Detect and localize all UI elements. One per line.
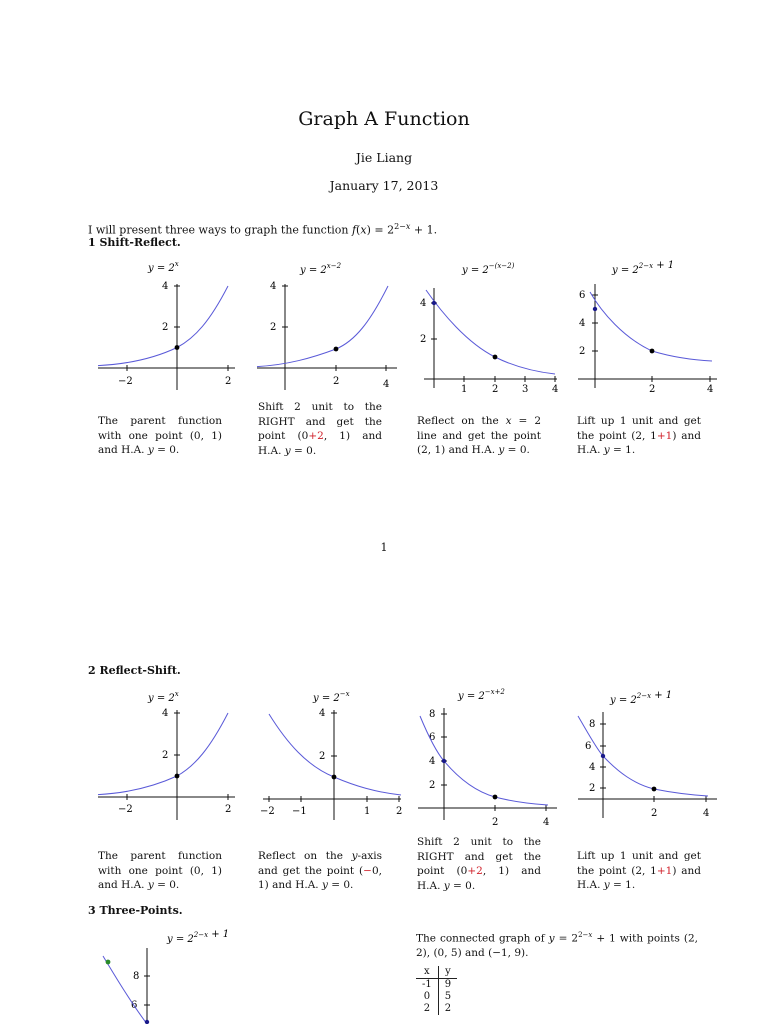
graph-label: $y = 2^x$	[148, 260, 179, 274]
tick-label: 2	[225, 376, 232, 387]
tick-label: −2	[260, 806, 275, 817]
tick-label: −2	[118, 804, 133, 815]
table-cell: 0	[416, 991, 438, 1003]
graph-s2-4	[572, 688, 722, 822]
tick-label: 2	[333, 376, 340, 387]
tick-label: 2	[396, 806, 403, 817]
key-point	[175, 774, 180, 779]
tick-label: 8	[589, 719, 596, 730]
values-table	[416, 966, 457, 1015]
document-author: Jie Liang	[355, 150, 413, 165]
tick-label: 4	[703, 808, 710, 819]
intro-text: I will present three ways to graph the function $f(x) = 2^{2-x} + 1$.	[88, 222, 438, 237]
graph-label: $y = 2^{-(x-2)}$	[462, 262, 515, 276]
tick-label: 2	[649, 384, 656, 395]
tick-label: 6	[429, 732, 436, 743]
graph-s3	[95, 926, 245, 1024]
function-curve	[269, 714, 401, 795]
function-curve	[257, 286, 388, 367]
table-cell: 5	[444, 991, 452, 1002]
document-title: Graph A Function	[298, 108, 470, 130]
tick-label: 2	[429, 780, 436, 791]
intercept-point	[442, 759, 446, 763]
tick-label: 2	[420, 334, 427, 345]
section3-description: The connected graph of $y = 2^{2-x} + 1$ with points (2, 2), (0, 5) and (−1, 9).	[416, 931, 699, 959]
document-date: January 17, 2013	[329, 178, 439, 193]
tick-label: 2	[162, 322, 169, 333]
tick-label: 4	[420, 298, 427, 309]
graph-s1-1	[90, 258, 240, 392]
intercept-point	[601, 754, 605, 758]
tick-label: 2	[589, 783, 596, 794]
tick-label: 4	[552, 384, 559, 395]
caption-s1-2: Shift 2 unit to the RIGHT and get the point (0+2, 1) and H.A. y = 0.	[258, 401, 382, 457]
key-point	[334, 347, 339, 352]
caption-s2-1: The parent function with one point (0, 1) and H.A. y = 0.	[98, 850, 222, 891]
graph-s2-2	[255, 688, 405, 822]
graph-label: $y = 2^{x-2}$	[300, 262, 342, 276]
tick-label: 2	[319, 751, 326, 762]
tick-label: −1	[292, 806, 307, 817]
tick-label: −2	[118, 376, 133, 387]
tick-label: 6	[579, 290, 586, 301]
function-curve	[420, 716, 548, 805]
tick-label: 4	[579, 318, 586, 329]
tick-label: 6	[585, 741, 592, 752]
caption-s1-4: Lift up 1 unit and get the point (2, 1+1) and H.A. y = 1.	[577, 415, 701, 456]
table-header-x: x	[416, 966, 438, 979]
tick-label: 2	[651, 808, 658, 819]
caption-s2-4: Lift up 1 unit and get the point (2, 1+1) and H.A. y = 1.	[577, 850, 701, 891]
caption-s1-1: The parent function with one point (0, 1) and H.A. y = 0.	[98, 415, 222, 456]
caption-s1-3: Reflect on the x = 2 line and get the point (2, 1) and H.A. y = 0.	[417, 415, 542, 456]
caption-s2-2: Reflect on the y-axis and get the point (−0, 1) and H.A. y = 0.	[258, 850, 382, 891]
table-header-y: y	[438, 966, 457, 979]
function-curve	[578, 716, 708, 796]
point-neg1-9	[106, 960, 111, 965]
tick-label: 4	[589, 762, 596, 773]
tick-label: 2	[492, 817, 499, 828]
tick-label: 2	[492, 384, 499, 395]
tick-label: 4	[429, 756, 436, 767]
key-point	[650, 349, 655, 354]
tick-label: 3	[522, 384, 529, 395]
function-curve	[103, 956, 147, 1024]
tick-label: 2	[225, 804, 232, 815]
tick-label: 8	[133, 971, 140, 982]
graph-s1-2	[252, 258, 402, 392]
caption-s2-3: Shift 2 unit to the RIGHT and get the point (0+2, 1) and H.A. y = 0.	[417, 836, 541, 892]
tick-label: 2	[270, 322, 277, 333]
graph-label: $y = 2^{2-x} + 1$	[610, 690, 673, 706]
section2-heading: 2 Reflect-Shift.	[88, 664, 181, 677]
key-point	[493, 795, 498, 800]
tick-label: 4	[707, 384, 714, 395]
tick-label: 4	[162, 281, 169, 292]
graph-s2-3	[412, 688, 562, 828]
tick-label: 4	[162, 708, 169, 719]
intercept-point	[593, 307, 597, 311]
table-cell: 9	[444, 979, 452, 990]
function-curve	[426, 290, 555, 374]
key-point	[493, 355, 498, 360]
graph-label: $y = 2^{-x+2}$	[458, 688, 505, 702]
tick-label: 4	[270, 281, 277, 292]
graph-label: $y = 2^x$	[148, 690, 179, 704]
section3-heading: 3 Three-Points.	[88, 904, 183, 917]
section1-heading: 1 Shift-Reflect.	[88, 236, 181, 249]
table-cell: -1	[416, 979, 438, 992]
table-cell: 2	[416, 1003, 438, 1015]
tick-label: 6	[131, 1000, 138, 1011]
graph-label: $y = 2^{-x}$	[313, 690, 350, 704]
key-point	[652, 787, 657, 792]
graph-s1-3	[412, 258, 562, 395]
graph-label: $y = 2^{2-x} + 1$	[167, 929, 230, 945]
tick-label: 8	[429, 709, 436, 720]
tick-label: 2	[162, 750, 169, 761]
tick-label: 4	[383, 379, 390, 390]
graph-s2-1	[90, 688, 240, 822]
key-point	[332, 775, 337, 780]
tick-label: 1	[364, 806, 371, 817]
graph-label: $y = 2^{2-x} + 1$	[612, 260, 675, 276]
graph-s1-4	[572, 258, 722, 395]
tick-label: 4	[319, 708, 326, 719]
point-0-5	[145, 1020, 149, 1024]
tick-label: 1	[461, 384, 468, 395]
intercept-point	[432, 301, 436, 305]
page-number: 1	[380, 541, 388, 554]
tick-label: 4	[543, 817, 550, 828]
key-point	[175, 345, 180, 350]
table-cell: 2	[444, 1003, 452, 1014]
tick-label: 2	[579, 346, 586, 357]
